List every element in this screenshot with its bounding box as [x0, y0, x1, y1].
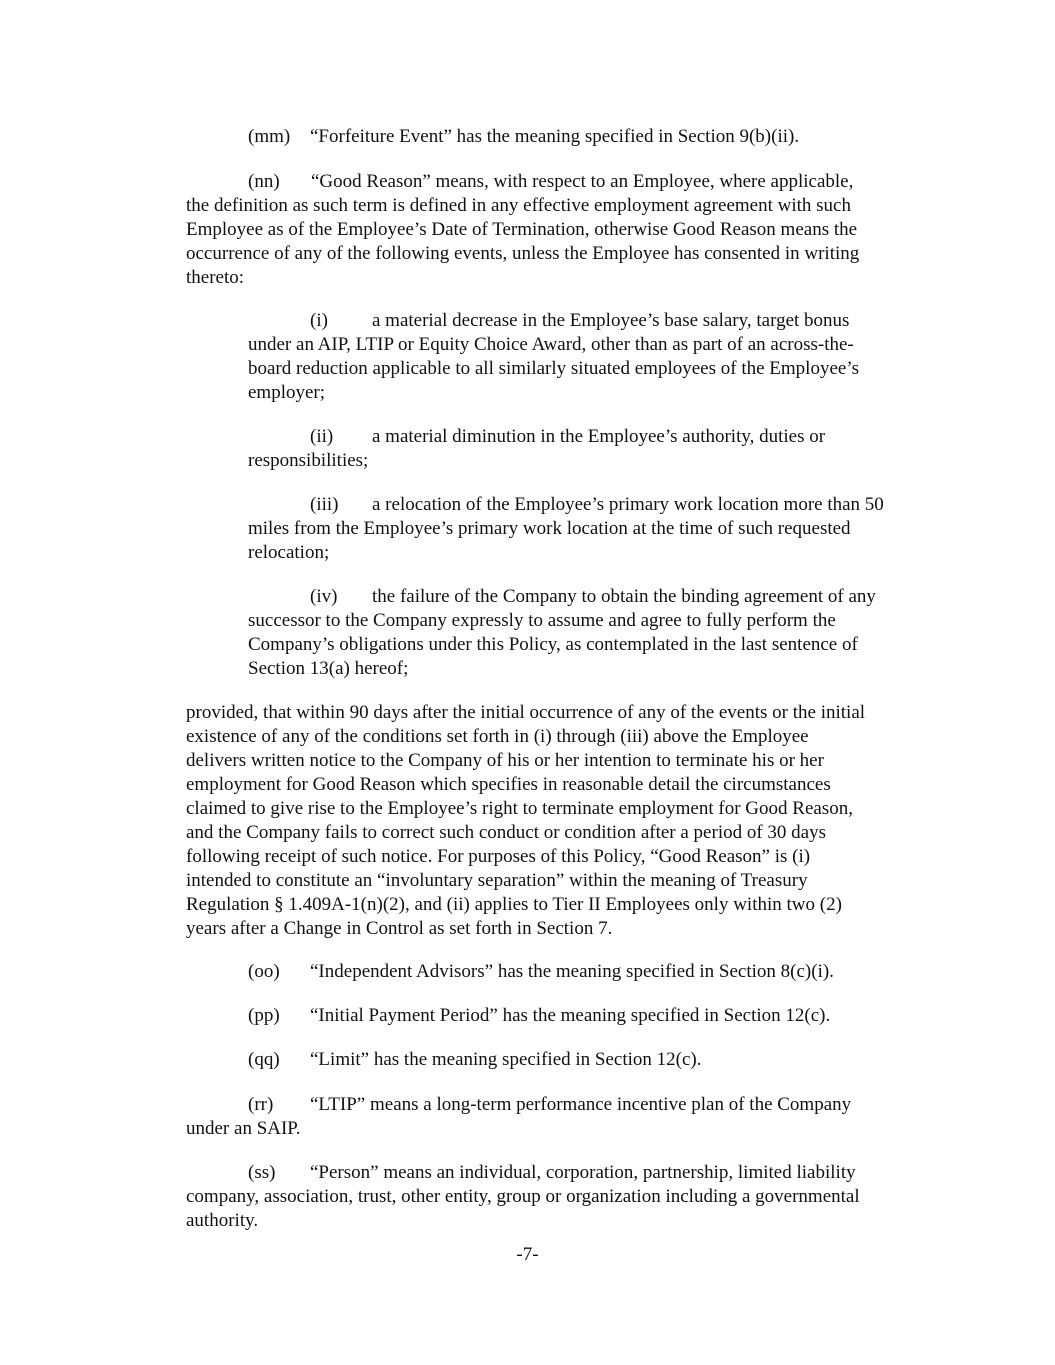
- subclause-line: a material decrease in the Employee’s base salary, target bonus: [372, 310, 850, 331]
- subclause-line: Section 13(a) hereof;: [248, 658, 409, 679]
- proviso-paragraph: [186, 701, 946, 941]
- paragraph-line: following receipt of such notice. For purposes of this Policy, “Good Reason” is (i): [186, 846, 811, 867]
- definition-nn: [186, 170, 946, 290]
- paragraph-line: Employee as of the Employee’s Date of Termination, otherwise Good Reason means the: [186, 219, 858, 240]
- paragraph-line: Regulation § 1.409A-1(n)(2), and (ii) applies to Tier II Employees only within two (2): [186, 894, 842, 915]
- paragraph-text: “Initial Payment Period” has the meaning specified in Section 12(c).: [310, 1005, 831, 1026]
- subclause-label: (ii): [310, 426, 334, 447]
- paragraph-line: occurrence of any of the following events, unless the Employee has consented in writing: [186, 243, 860, 264]
- subclause-i: [248, 309, 948, 405]
- paragraph-line: authority.: [186, 1210, 259, 1231]
- subclause-line: relocation;: [248, 542, 330, 563]
- paragraph-line: intended to constitute an “involuntary separation” within the meaning of Treasury: [186, 870, 808, 891]
- subclause-line: board reduction applicable to all similarly situated employees of the Employee’s: [248, 358, 859, 379]
- paragraph-line: the definition as such term is defined in any effective employment agreement with such: [186, 195, 851, 216]
- paragraph-label: (rr): [248, 1094, 274, 1115]
- definition-qq: [248, 1048, 702, 1072]
- paragraph-line: “LTIP” means a long-term performance incentive plan of the Company: [310, 1094, 852, 1115]
- paragraph-line: claimed to give rise to the Employee’s right to terminate employment for Good Reason,: [186, 798, 853, 819]
- subclause-line: a relocation of the Employee’s primary work location more than 50: [372, 494, 884, 515]
- definition-pp: [248, 1004, 830, 1028]
- paragraph-label: (pp): [248, 1005, 280, 1026]
- paragraph-line: provided, that within 90 days after the initial occurrence of any of the events or the initial: [186, 702, 866, 723]
- definition-rr: [186, 1093, 946, 1141]
- definition-oo: [248, 960, 834, 984]
- paragraph-label: (ss): [248, 1162, 276, 1183]
- paragraph-line: under an SAIP.: [186, 1118, 301, 1139]
- subclause-line: a material diminution in the Employee’s authority, duties or: [372, 426, 826, 447]
- definition-ss: [186, 1161, 946, 1233]
- paragraph-line: company, association, trust, other entity, group or organization including a governmental: [186, 1186, 860, 1207]
- paragraph-label: (oo): [248, 961, 280, 982]
- subclause-line: successor to the Company expressly to assume and agree to fully perform the: [248, 610, 836, 631]
- subclause-ii: [248, 425, 948, 473]
- paragraph-line: employment for Good Reason which specifies in reasonable detail the circumstances: [186, 774, 831, 795]
- paragraph-line: thereto:: [186, 267, 245, 288]
- paragraph-label: (qq): [248, 1049, 280, 1070]
- paragraph-line: delivers written notice to the Company of his or her intention to terminate his or her: [186, 750, 824, 771]
- page-number: -7-: [516, 1244, 539, 1265]
- paragraph-line: years after a Change in Control as set forth in Section 7.: [186, 918, 613, 939]
- subclause-line: the failure of the Company to obtain the binding agreement of any: [372, 586, 876, 607]
- paragraph-line: “Good Reason” means, with respect to an Employee, where applicable,: [311, 171, 854, 192]
- subclause-label: (iv): [310, 586, 338, 607]
- subclause-label: (iii): [310, 494, 339, 515]
- subclause-line: miles from the Employee’s primary work location at the time of such requested: [248, 518, 851, 539]
- subclause-label: (i): [310, 310, 328, 331]
- paragraph-label: (mm): [248, 126, 291, 147]
- paragraph-line: existence of any of the conditions set forth in (i) through (iii) above the Employee: [186, 726, 809, 747]
- subclause-line: responsibilities;: [248, 450, 369, 471]
- paragraph-text: “Limit” has the meaning specified in Section 12(c).: [310, 1049, 702, 1070]
- subclause-iii: [248, 493, 948, 565]
- paragraph-line: and the Company fails to correct such conduct or condition after a period of 30 days: [186, 822, 826, 843]
- subclause-iv: [248, 585, 948, 681]
- paragraph-label: (nn): [248, 171, 280, 192]
- paragraph-text: “Forfeiture Event” has the meaning specified in Section 9(b)(ii).: [310, 126, 800, 147]
- subclause-line: under an AIP, LTIP or Equity Choice Award, other than as part of an across-the-: [248, 334, 854, 355]
- paragraph-line: “Person” means an individual, corporation, partnership, limited liability: [310, 1162, 856, 1183]
- definition-mm: [248, 125, 799, 149]
- subclause-line: Company’s obligations under this Policy, as contemplated in the last sentence of: [248, 634, 858, 655]
- subclause-line: employer;: [248, 382, 326, 403]
- paragraph-text: “Independent Advisors” has the meaning specified in Section 8(c)(i).: [310, 961, 834, 982]
